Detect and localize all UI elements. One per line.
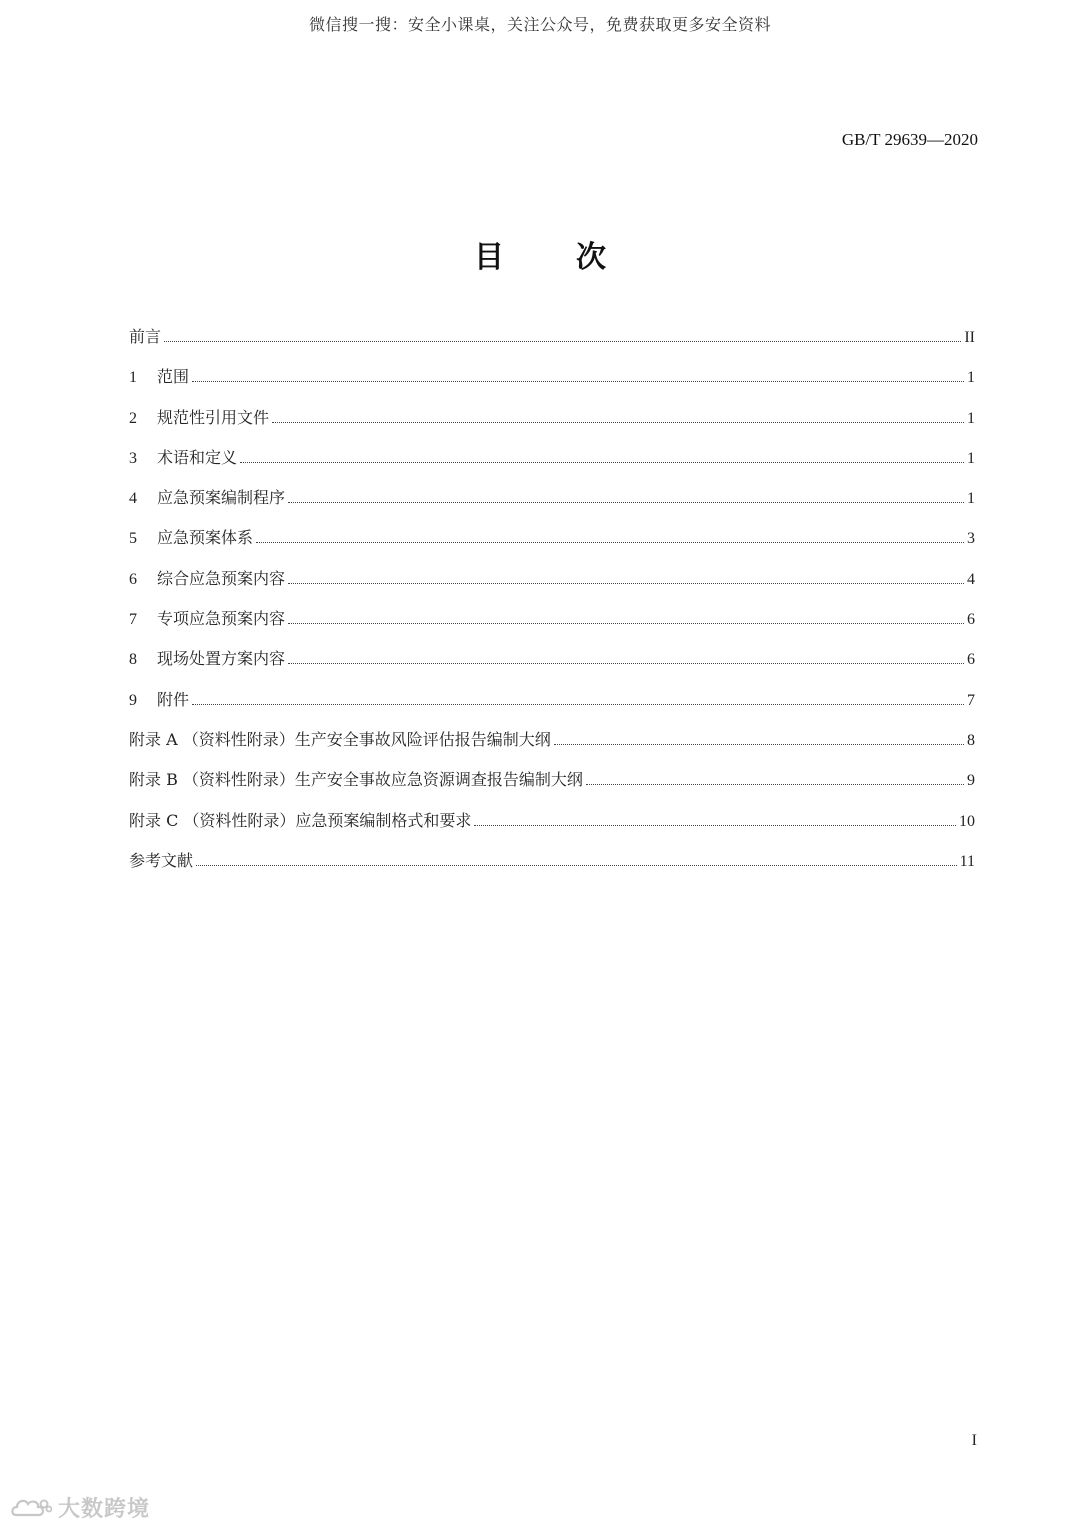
dot-leader (256, 542, 964, 543)
toc-entry-1[interactable] (129, 364, 975, 404)
toc-entry-5[interactable] (129, 525, 975, 565)
toc-entry-foreword[interactable] (129, 324, 975, 364)
top-banner: 微信搜一搜：安全小课桌，关注公众号，免费获取更多安全资料 (308, 15, 771, 34)
toc-entry-8[interactable] (129, 646, 975, 686)
toc-entry-4[interactable] (129, 485, 975, 525)
toc-entry-text: 应急预案体系 (157, 528, 254, 548)
toc-entry-page: II (964, 329, 975, 346)
toc-entry-text: 前言 (129, 327, 162, 346)
toc-entry-page: 9 (967, 772, 975, 790)
toc-entry-page: 1 (967, 369, 975, 387)
toc-entry-page: 6 (967, 651, 975, 669)
toc-entry-6[interactable] (129, 566, 975, 606)
toc-entry-number: 9 (129, 691, 137, 709)
toc-entry-text: 附件 (157, 689, 190, 709)
dot-leader (474, 825, 956, 826)
dot-leader (288, 663, 964, 664)
toc-entry-text: 附录 C （资料性附录）应急预案编制格式和要求 (129, 810, 472, 830)
toc-entry-number: 7 (129, 611, 137, 629)
dot-leader (240, 462, 964, 463)
toc-entry-text: 综合应急预案内容 (157, 568, 286, 588)
watermark (10, 1492, 150, 1523)
toc-entry-appendix-a[interactable] (129, 727, 975, 767)
toc-entry-9[interactable] (129, 687, 975, 727)
toc-entry-appendix-b[interactable] (129, 767, 975, 807)
toc-entry-page: 4 (967, 570, 975, 588)
dot-leader (288, 623, 964, 624)
toc-entry-page: 7 (967, 691, 975, 709)
toc-entry-bibliography[interactable] (129, 848, 975, 888)
toc-entry-number: 6 (129, 570, 137, 588)
page-title: 目次 (474, 240, 678, 275)
toc-entry-number: 4 (129, 490, 137, 508)
dot-leader (196, 865, 957, 866)
toc-entry-text: 范围 (157, 367, 190, 387)
toc-entry-number: 1 (129, 369, 137, 387)
toc-entry-page: 6 (967, 611, 975, 629)
dot-leader (192, 704, 964, 705)
toc-entry-text: 参考文献 (129, 850, 194, 870)
table-of-contents (129, 324, 975, 888)
toc-entry-7[interactable] (129, 606, 975, 646)
toc-entry-page: 3 (967, 530, 975, 548)
dot-leader (586, 784, 964, 785)
toc-entry-number: 8 (129, 651, 137, 669)
toc-entry-page: 10 (959, 812, 975, 830)
toc-entry-text: 术语和定义 (157, 447, 238, 467)
toc-entry-text: 现场处置方案内容 (157, 649, 286, 669)
toc-entry-3[interactable] (129, 445, 975, 485)
toc-entry-text: 应急预案编制程序 (157, 488, 286, 508)
standard-code: GB/T 29639—2020 (841, 130, 978, 149)
toc-entry-page: 1 (967, 490, 975, 508)
toc-entry-number: 2 (129, 409, 137, 427)
toc-entry-text: 附录 A （资料性附录）生产安全事故风险评估报告编制大纲 (129, 729, 551, 749)
dot-leader (164, 341, 961, 342)
toc-entry-page: 1 (967, 409, 975, 427)
page-number: I (971, 1432, 977, 1449)
toc-entry-page: 1 (967, 449, 975, 467)
toc-entry-text: 专项应急预案内容 (157, 609, 286, 629)
toc-entry-number: 3 (129, 449, 137, 467)
toc-entry-text: 附录 B （资料性附录）生产安全事故应急资源调查报告编制大纲 (129, 770, 583, 790)
toc-entry-number: 5 (129, 530, 137, 548)
toc-entry-text: 规范性引用文件 (157, 407, 270, 427)
toc-entry-page: 8 (967, 731, 975, 749)
watermark-text: 大数跨境 (58, 1497, 151, 1522)
toc-entry-page: 11 (959, 852, 975, 870)
dot-leader (554, 744, 964, 745)
toc-entry-appendix-c[interactable] (129, 808, 975, 848)
toc-entry-2[interactable] (129, 405, 975, 445)
dot-leader (272, 422, 964, 423)
cloud-logo-icon (10, 1495, 52, 1521)
dot-leader (192, 381, 964, 382)
dot-leader (288, 583, 964, 584)
dot-leader (288, 502, 964, 503)
